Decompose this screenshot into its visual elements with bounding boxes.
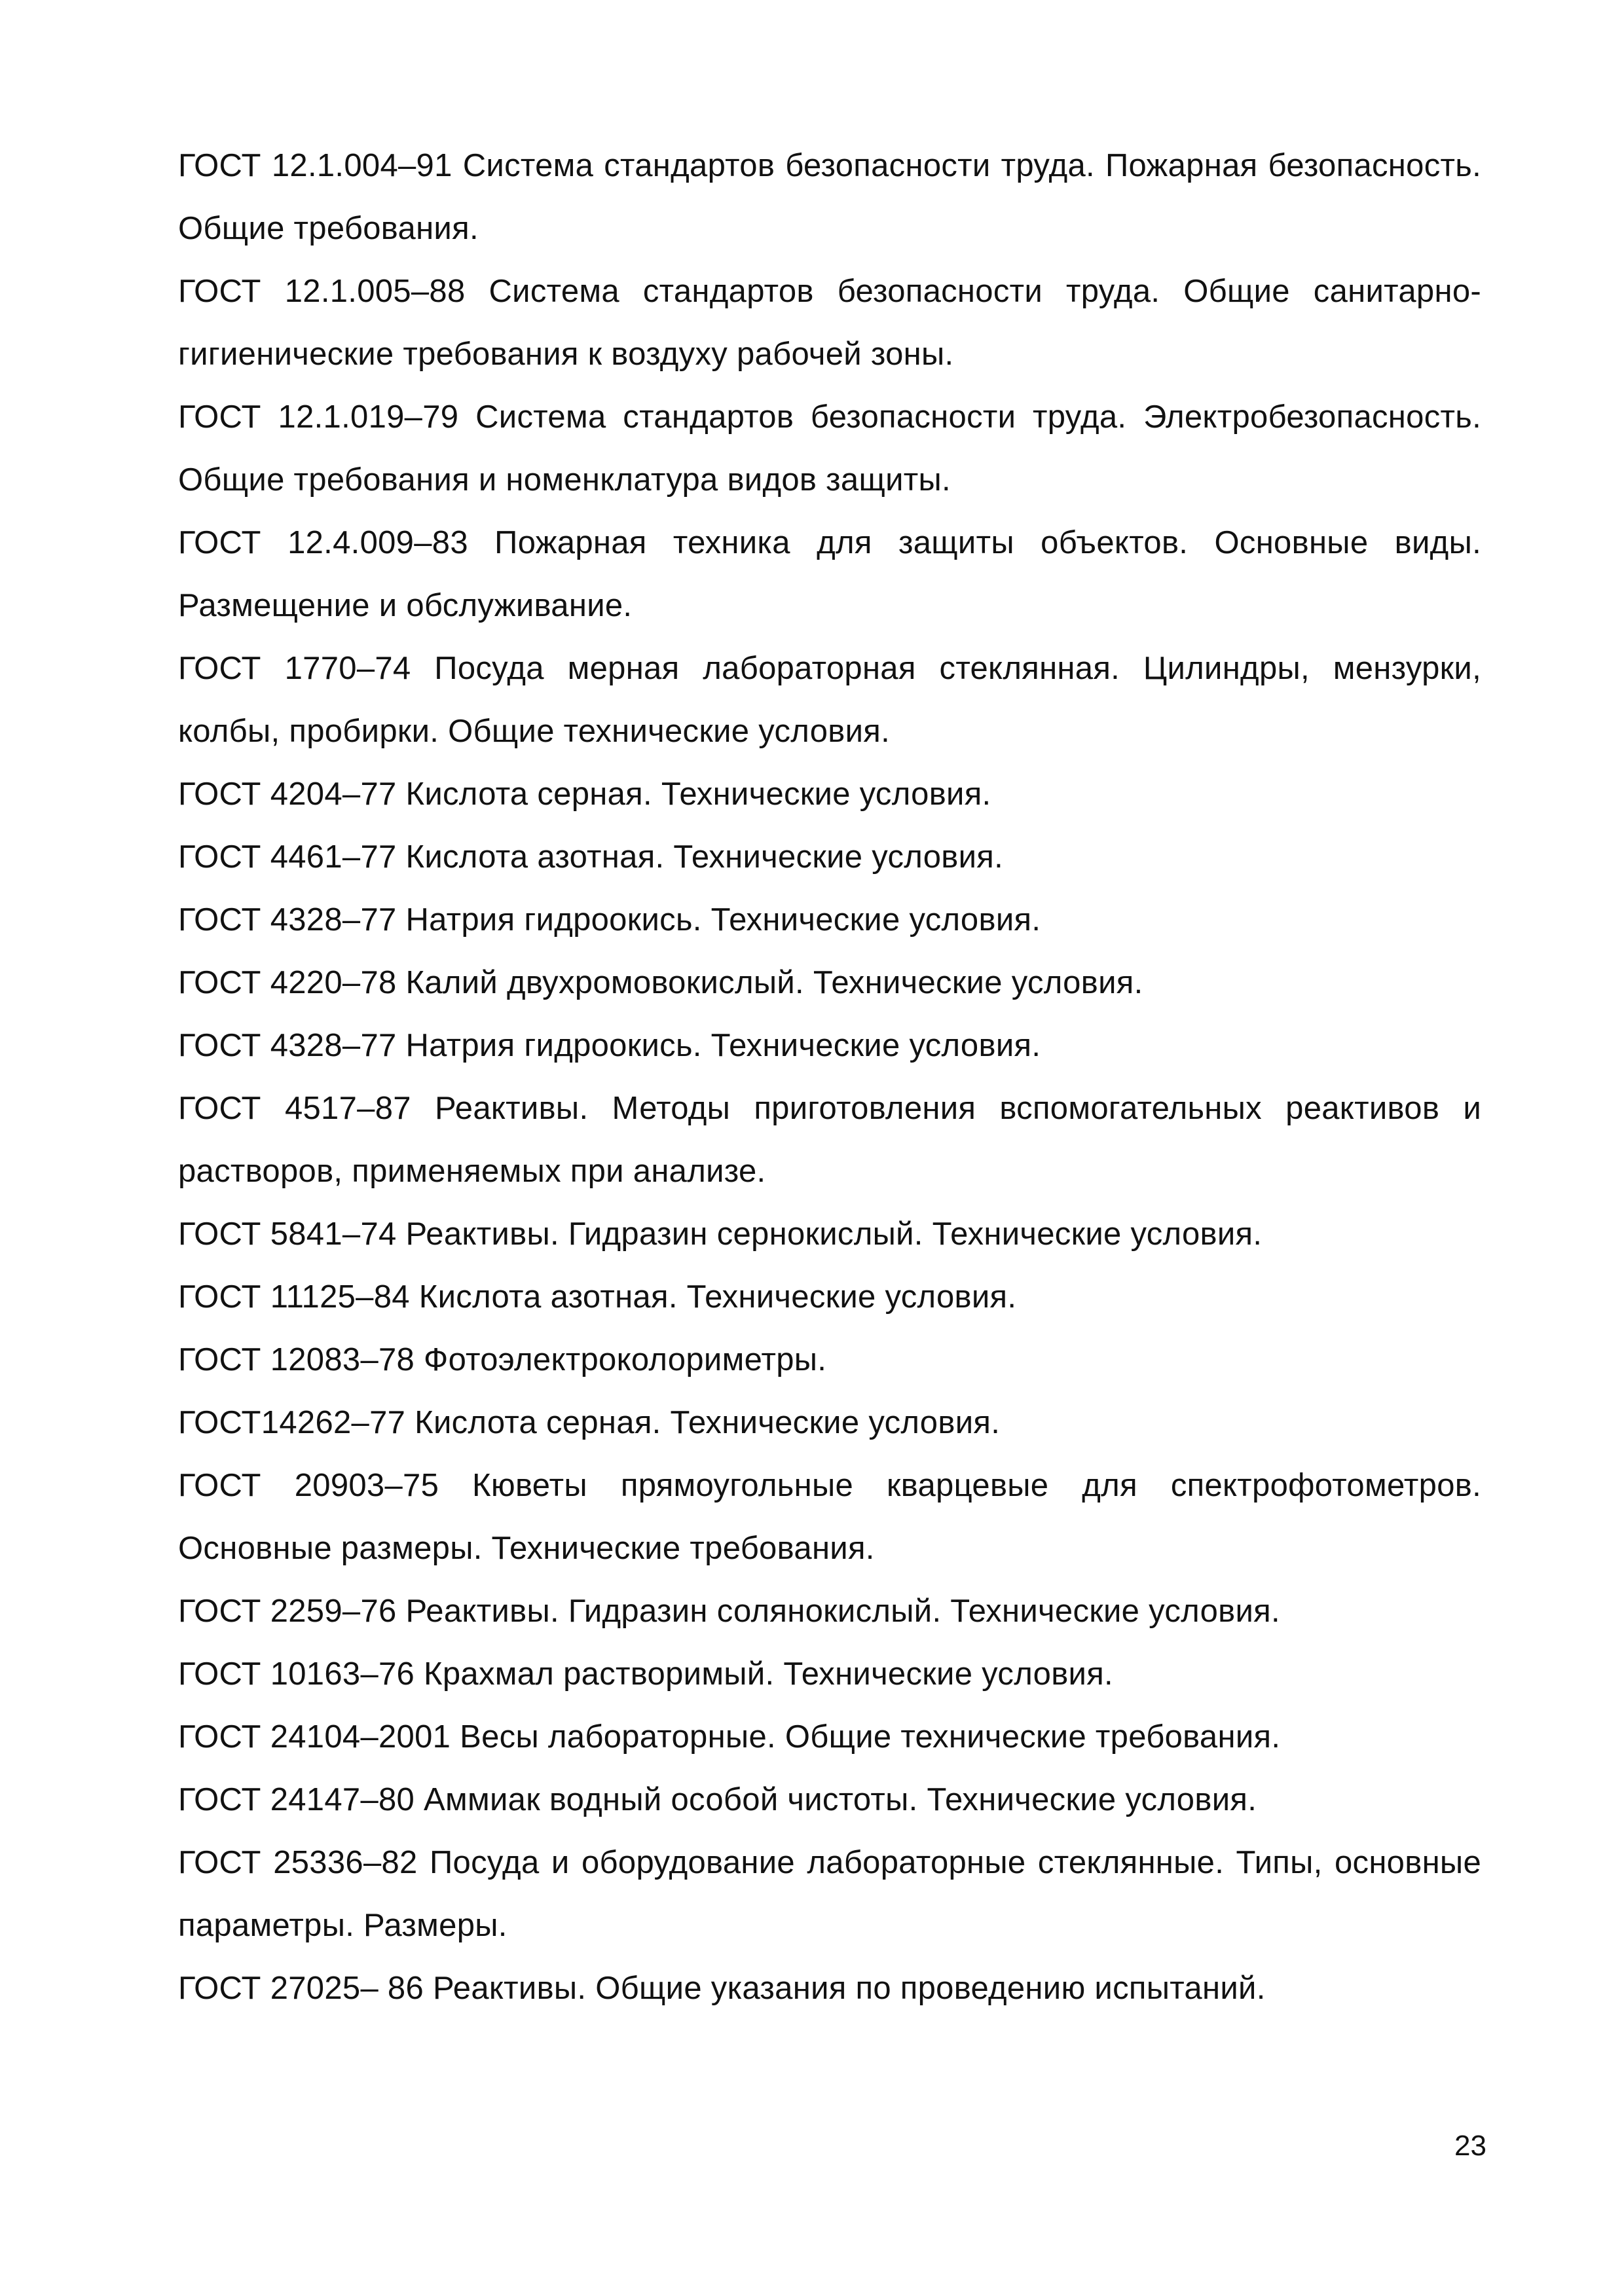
reference-entry: ГОСТ 11125–84 Кислота азотная. Технические условия. [178, 1279, 1017, 1315]
reference-entry: ГОСТ 10163–76 Крахмал растворимый. Технические условия. [178, 1656, 1113, 1692]
reference-entry: ГОСТ 2259–76 Реактивы. Гидразин солянокислый. Технические условия. [178, 1594, 1280, 1629]
reference-entry: ГОСТ 4517–87 Реактивы. Методы приготовления вспомогательных реактивов и растворов, применяемых при анализе. [178, 1091, 1481, 1189]
reference-entry: ГОСТ 1770–74 Посуда мерная лабораторная стеклянная. Цилиндры, мензурки, колбы, пробирки. Общие технические условия. [178, 651, 1481, 749]
reference-entry: ГОСТ 5841–74 Реактивы. Гидразин сернокислый. Технические условия. [178, 1216, 1263, 1252]
reference-entry: ГОСТ 12.4.009–83 Пожарная техника для защиты объектов. Основные виды. Размещение и обслуживание. [178, 525, 1481, 623]
normative-references-list [178, 134, 1481, 2020]
reference-entry: ГОСТ 12083–78 Фотоэлектроколориметры. [178, 1342, 827, 1377]
reference-entry: ГОСТ 24104–2001 Весы лабораторные. Общие технические требования. [178, 1719, 1281, 1755]
reference-entry: ГОСТ 4461–77 Кислота азотная. Технические условия. [178, 839, 1004, 875]
reference-entry: ГОСТ 24147–80 Аммиак водный особой чистоты. Технические условия. [178, 1782, 1257, 1817]
reference-entry: ГОСТ 12.1.019–79 Система стандартов безопасности труда. Электробезопасность. Общие требования и номенклатура видов защиты. [178, 399, 1481, 498]
reference-entry: ГОСТ14262–77 Кислота серная. Технические условия. [178, 1405, 1001, 1440]
reference-entry: ГОСТ 12.1.005–88 Система стандартов безопасности труда. Общие санитарно-гигиенические требования к воздуху рабочей зоны. [178, 274, 1481, 372]
reference-entry: ГОСТ 25336–82 Посуда и оборудование лабораторные стеклянные. Типы, основные параметры. Размеры. [178, 1845, 1481, 1943]
reference-entry: ГОСТ 4328–77 Натрия гидроокись. Технические условия. [178, 1028, 1041, 1063]
reference-entry: ГОСТ 27025– 86 Реактивы. Общие указания по проведению испытаний. [178, 1971, 1266, 2006]
reference-entry: ГОСТ 4220–78 Калий двухромовокислый. Технические условия. [178, 965, 1143, 1000]
page-number: 23 [1454, 2130, 1486, 2162]
reference-entry: ГОСТ 4204–77 Кислота серная. Технические условия. [178, 776, 991, 812]
reference-entry: ГОСТ 4328–77 Натрия гидроокись. Технические условия. [178, 902, 1041, 938]
reference-entry: ГОСТ 12.1.004–91 Система стандартов безопасности труда. Пожарная безопасность. Общие требования. [178, 148, 1481, 246]
reference-entry: ГОСТ 20903–75 Кюветы прямоугольные кварцевые для спектрофотометров. Основные размеры. Технические требования. [178, 1468, 1481, 1566]
